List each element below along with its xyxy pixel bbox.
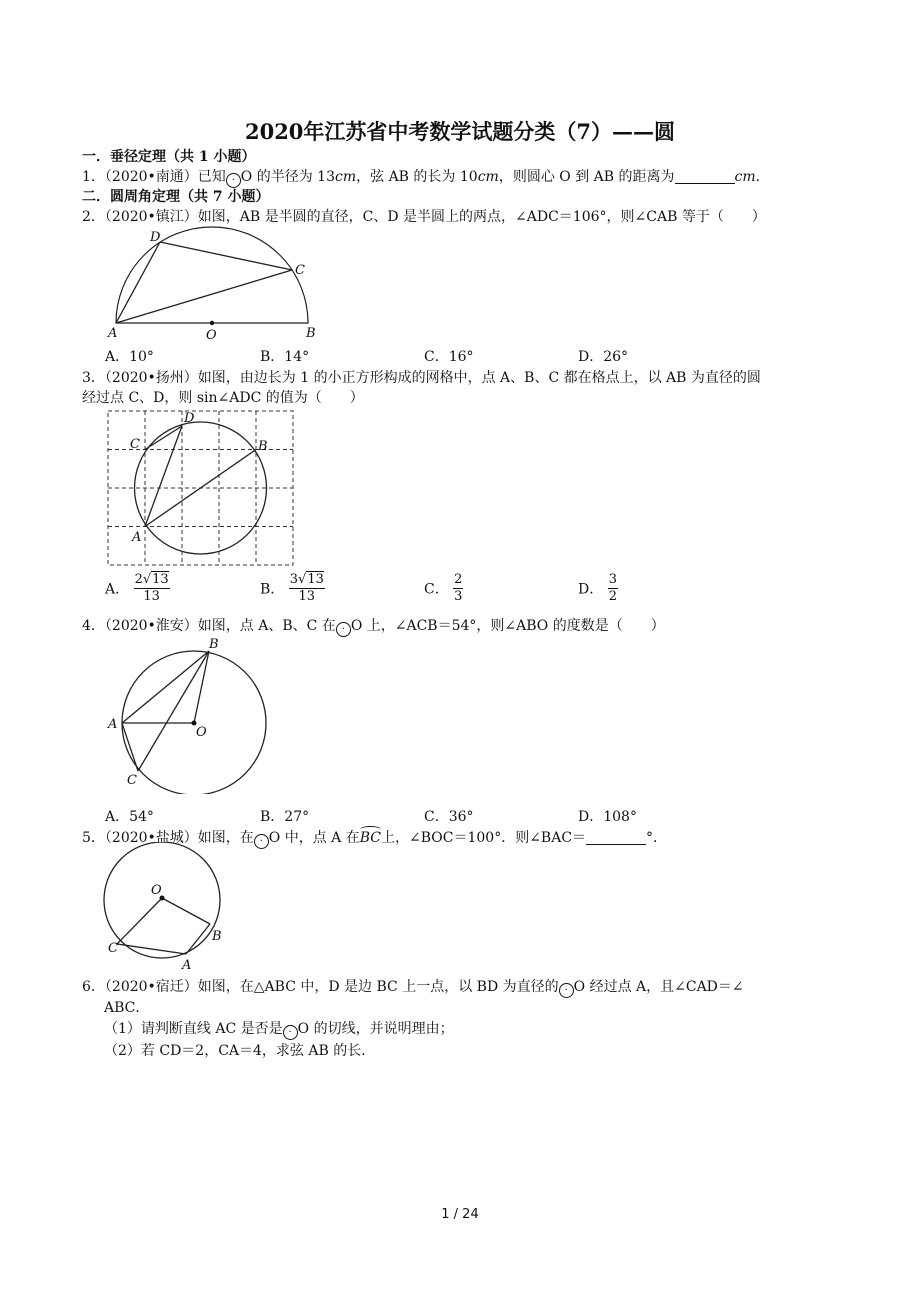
q2-label-d: D — [150, 230, 161, 245]
q5-label-b: B — [212, 929, 222, 944]
answer-blank — [586, 830, 646, 845]
question-6-part-1: （1）请判断直线 AC 是否是 · O 的切线，并说明理由； — [104, 1021, 454, 1038]
question-5: 5．（2020•盐城）如图，在 · O 中，点 A 在BC上，∠BOC＝100°．则∠BAC＝ °． — [82, 830, 668, 847]
q3-option-c: C． $\frac{2}{3}$ — [424, 572, 463, 604]
q3-label-c: C — [130, 437, 140, 452]
question-6-line-2: ABC． — [104, 1000, 150, 1016]
circle-dot-symbol: · — [254, 834, 269, 849]
section-heading-1: 一．垂径定理（共 1 小题） — [82, 149, 256, 165]
q4-option-d: D．108° — [578, 809, 637, 825]
q3-grid-figure — [100, 406, 300, 570]
q4-option-a: A．54° — [105, 809, 154, 825]
q2-label-o: O — [206, 328, 217, 343]
circle-dot-symbol: · — [226, 173, 241, 188]
q2-label-b: B — [306, 326, 316, 341]
q4-circle-figure — [100, 634, 280, 794]
q5-label-a: A — [182, 958, 192, 972]
question-1 — [82, 166, 770, 188]
answer-blank — [675, 169, 735, 184]
question-6-part-2: （2）若 CD＝2，CA＝4，求弦 AB 的长． — [104, 1043, 376, 1059]
q2-option-c: C．16° — [424, 349, 474, 365]
question-4: 4．（2020•淮安）如图，点 A、B、C 在 · O 上，∠ACB＝54°，则∠ABO 的度数是（ ） — [82, 618, 665, 635]
q1-text-a: 1．（2020•南通）已知 — [82, 169, 226, 185]
section-heading-2: 二．圆周角定理（共 7 小题） — [82, 189, 270, 205]
q2-semicircle-figure — [100, 224, 330, 344]
question-2-text: 2．（2020•镇江）如图，AB 是半圆的直径，C、D 是半圆上的两点，∠ADC＝106°，则∠CAB 等于（ ） — [82, 209, 766, 225]
q5-label-c: C — [108, 941, 118, 956]
q2-label-c: C — [295, 263, 305, 278]
q1-text-c: ，弦 AB 的长为 10 — [356, 169, 478, 185]
page-number: 1 / 24 — [441, 1207, 479, 1222]
question-3-line-1: 3．（2020•扬州）如图，由边长为 1 的小正方形构成的网格中，点 A、B、C 都在格点上，以 AB 为直径的圆 — [82, 370, 761, 386]
question-3-line-2: 经过点 C、D，则 sin∠ADC 的值为（ ） — [82, 390, 364, 406]
q2-option-b: B．14° — [260, 349, 310, 365]
arc-bc: BC — [359, 830, 382, 846]
q3-label-b: B — [258, 439, 268, 454]
q2-option-a: A．10° — [105, 349, 154, 365]
q4-label-b: B — [209, 637, 219, 652]
q1-text-d: ，则圆心 O 到 AB 的距离为 — [498, 169, 675, 185]
q2-label-a: A — [108, 326, 118, 341]
q2-option-d: D．26° — [578, 349, 629, 365]
q1-text-b: O 的半径为 13 — [240, 169, 335, 185]
q4-option-b: B．27° — [260, 809, 310, 825]
q3-label-a: A — [132, 530, 142, 545]
q3-option-b: B． $\frac{3√13}{13}$ — [260, 572, 324, 604]
circle-dot-symbol: · — [336, 622, 351, 637]
page-title: 2020年江苏省中考数学试题分类（7）——圆 — [244, 119, 676, 144]
circle-dot-symbol: · — [283, 1025, 298, 1040]
q4-option-c: C．36° — [424, 809, 474, 825]
question-6-line-1: 6．（2020•宿迁）如图，在△ABC 中，D 是边 BC 上一点，以 BD 为直径的 · O 经过点 A，且∠CAD＝∠ — [82, 979, 744, 996]
q3-option-d: D． $\frac{3}{2}$ — [578, 572, 617, 604]
q4-label-o: O — [196, 725, 207, 740]
q1-end: ． — [755, 169, 770, 185]
q3-label-d: D — [184, 411, 195, 426]
q5-circle-figure — [100, 842, 240, 972]
q1-unit-2: cm — [477, 169, 499, 185]
q1-unit: cm — [335, 169, 357, 185]
q1-unit-3: cm — [734, 169, 756, 185]
q3-option-a: A． $\frac{2√13}{13}$ — [105, 572, 169, 604]
q4-label-a: A — [108, 717, 118, 732]
q4-label-c: C — [127, 773, 137, 788]
circle-dot-symbol: · — [559, 983, 574, 998]
q5-label-o: O — [151, 883, 162, 898]
